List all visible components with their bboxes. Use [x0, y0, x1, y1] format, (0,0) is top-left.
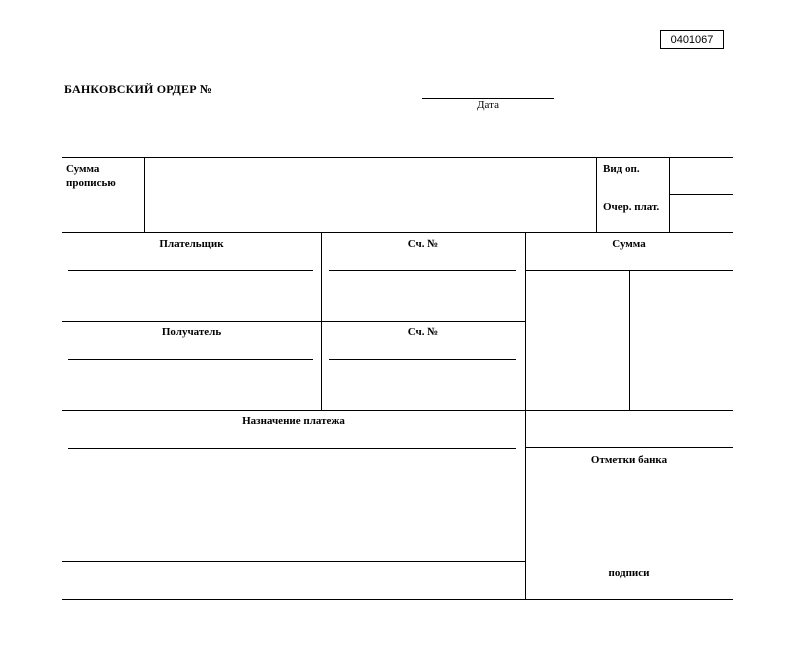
- divider: [144, 157, 145, 232]
- amount-in-words-label: Сумма прописью: [66, 163, 116, 189]
- recipient-account-line[interactable]: [329, 359, 516, 360]
- payment-purpose-label: Назначение платежа: [242, 415, 345, 427]
- recipient-account-label: Сч. №: [407, 326, 439, 338]
- payer-label: Плательщик: [159, 238, 224, 250]
- signatures-label: подписи: [608, 567, 650, 579]
- section-divider: [62, 232, 733, 233]
- payer-account-label: Сч. №: [407, 238, 439, 250]
- payment-priority-label: Очер. плат.: [603, 201, 660, 213]
- section-divider: [62, 410, 733, 411]
- form-bottom-border: [62, 599, 733, 600]
- amount-field-right[interactable]: [631, 272, 731, 408]
- payer-account-line[interactable]: [329, 270, 516, 271]
- bank-marks-label: Отметки банка: [590, 454, 668, 466]
- amount-in-words-field[interactable]: [146, 159, 594, 231]
- date-label: Дата: [477, 99, 499, 111]
- recipient-label: Получатель: [161, 326, 222, 338]
- divider: [525, 447, 733, 448]
- payer-name-line[interactable]: [68, 270, 313, 271]
- form-title: БАНКОВСКИЙ ОРДЕР №: [64, 82, 213, 96]
- divider: [596, 157, 597, 232]
- divider: [669, 194, 733, 195]
- operation-type-field[interactable]: [671, 159, 732, 193]
- operation-type-label: Вид оп.: [603, 163, 640, 175]
- divider: [62, 561, 525, 562]
- divider: [68, 448, 516, 449]
- recipient-name-line[interactable]: [68, 359, 313, 360]
- payment-priority-field[interactable]: [671, 196, 732, 230]
- divider: [62, 321, 525, 322]
- divider: [629, 270, 630, 410]
- form-top-border: [62, 157, 733, 158]
- amount-field-left[interactable]: [527, 272, 627, 408]
- divider: [525, 232, 526, 599]
- payment-purpose-field[interactable]: [64, 450, 522, 558]
- form-code: 0401067: [660, 30, 724, 49]
- amount-label: Сумма: [612, 238, 646, 250]
